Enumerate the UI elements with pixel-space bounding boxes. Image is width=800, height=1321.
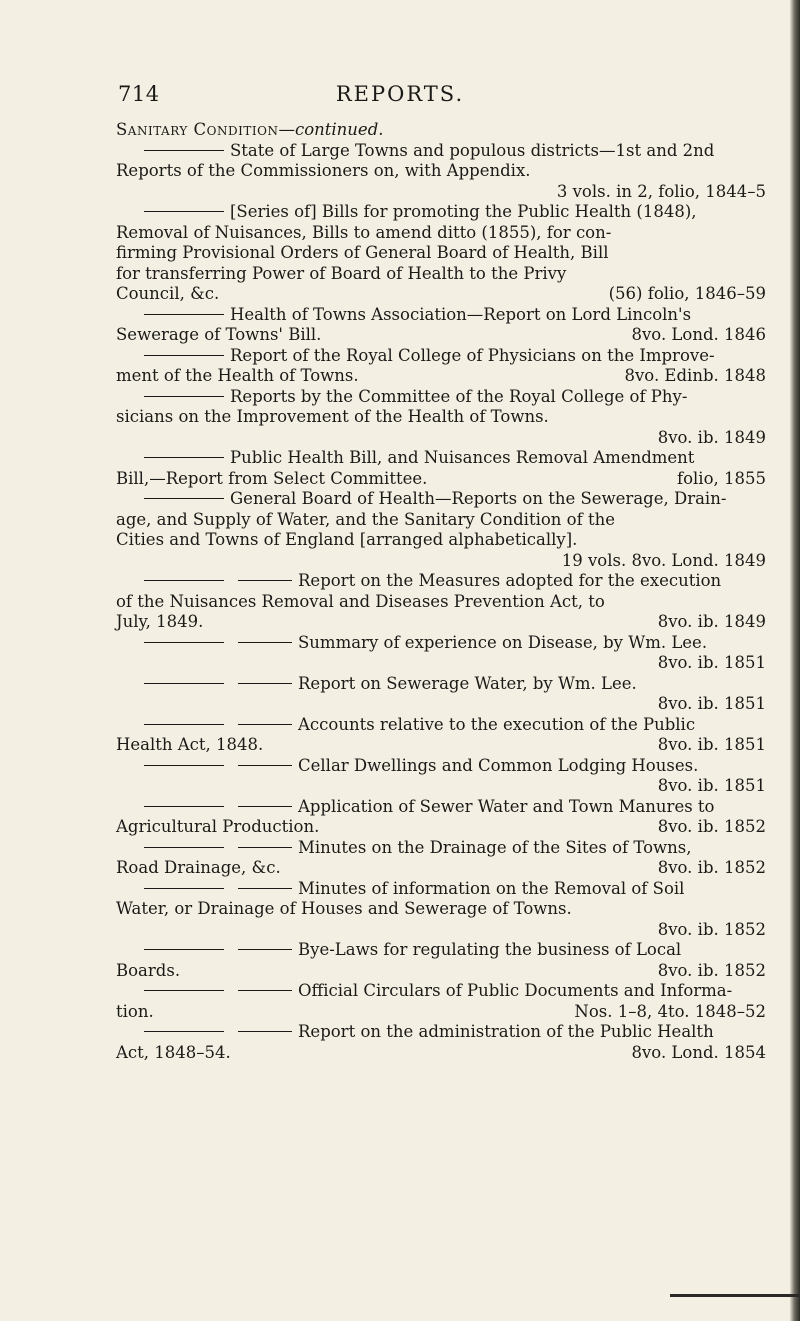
page-number: 714 [118, 82, 160, 106]
entry-line [116, 1043, 766, 1064]
ditto-rule-secondary [238, 683, 292, 684]
catalogue-entry [116, 756, 766, 797]
entry-text: Bye-Laws for regulating the business of Local [298, 940, 682, 959]
ditto-rule [144, 498, 224, 499]
entry-line [116, 223, 766, 244]
section-heading-continued: —continued. [278, 120, 384, 139]
entry-first-line [116, 838, 766, 859]
ditto-rule [144, 990, 224, 991]
entry-text: sicians on the Improvement of the Health of Towns. [116, 407, 549, 426]
entry-line [116, 161, 766, 182]
entry-imprint: 8vo. ib. 1852 [657, 817, 766, 836]
catalogue-entry [116, 202, 766, 305]
entry-line [116, 612, 766, 633]
ditto-rule [144, 888, 224, 889]
section-heading-title: Sanitary Condition [116, 120, 279, 139]
ditto-rule-secondary [238, 949, 292, 950]
entry-imprint: 8vo. ib. 1849 [657, 612, 766, 631]
catalogue-entry [116, 940, 766, 981]
entry-imprint: (56) folio, 1846–59 [608, 284, 766, 303]
entry-line [116, 264, 766, 285]
entry-line [116, 284, 766, 305]
entry-first-line [116, 141, 766, 162]
entry-text: Sewerage of Towns' Bill. [116, 325, 322, 344]
entry-text: Report of the Royal College of Physicians on the Improve- [230, 345, 715, 365]
entry-line [116, 735, 766, 756]
ditto-rule [144, 806, 224, 807]
ditto-rule [144, 683, 224, 684]
ditto-rule-secondary [238, 990, 292, 991]
entry-imprint: 8vo. ib. 1851 [657, 735, 766, 754]
entry-text: [Series of] Bills for promoting the Public Health (1848), [230, 202, 697, 221]
entry-imprint: 8vo. ib. 1852 [657, 960, 766, 980]
ditto-rule-secondary [238, 724, 292, 725]
ditto-rule [144, 211, 224, 212]
entry-text: Act, 1848–54. [116, 1042, 231, 1062]
entry-first-line [116, 940, 766, 961]
entry-text: Public Health Bill, and Nuisances Removal Amendment [230, 448, 695, 467]
ditto-rule [144, 642, 224, 643]
entry-line [116, 510, 766, 531]
catalogue-entry [116, 879, 766, 941]
ditto-rule-secondary [238, 580, 292, 581]
entry-text: Cities and Towns of England [arranged alphabetically]. [116, 530, 578, 549]
entry-text: Council, &c. [116, 284, 220, 303]
section-heading [116, 120, 766, 141]
entry-imprint: 8vo. Lond. 1846 [631, 325, 766, 344]
ditto-rule [144, 314, 224, 315]
ditto-rule [144, 949, 224, 950]
catalogue-text [116, 120, 766, 1063]
entry-text: Road Drainage, &c. [116, 858, 281, 877]
ditto-rule [144, 1031, 224, 1032]
ditto-rule [144, 396, 224, 397]
page-header [0, 82, 800, 112]
entry-line [116, 592, 766, 613]
entry-text: Boards. [116, 960, 181, 980]
entry-text: General Board of Health—Reports on the Sewerage, Drain- [230, 489, 727, 508]
catalogue-entry [116, 981, 766, 1022]
entry-text: Official Circulars of Public Documents and Informa- [298, 981, 733, 1000]
entry-text: Water, or Drainage of Houses and Sewerage of Towns. [116, 899, 572, 918]
entry-text: Reports by the Committee of the Royal College of Phy- [230, 386, 688, 406]
entry-first-line [116, 305, 766, 326]
entry-first-line [116, 448, 766, 469]
entry-text: Reports of the Commissioners on, with Appendix. [116, 161, 531, 180]
catalogue-entry [116, 715, 766, 756]
entry-first-line [116, 489, 766, 510]
ditto-rule-secondary [238, 1031, 292, 1032]
entry-first-line [116, 571, 766, 592]
entry-text: Report on Sewerage Water, by Wm. Lee. [298, 673, 637, 693]
entry-text: Summary of experience on Disease, by Wm. Lee. [298, 632, 708, 652]
entry-text: July, 1849. [116, 612, 204, 631]
entry-imprint: folio, 1855 [676, 468, 766, 488]
catalogue-entry [116, 387, 766, 449]
entry-first-line [116, 202, 766, 223]
entry-text: Health Act, 1848. [116, 735, 264, 754]
entry-text: Health of Towns Association—Report on Lord Lincoln's [230, 304, 692, 324]
page-edge-shadow [790, 0, 800, 1321]
entry-imprint: 8vo. ib. 1851 [657, 776, 766, 795]
entry-line [116, 366, 766, 387]
catalogue-entry [116, 838, 766, 879]
catalogue-entry [116, 489, 766, 571]
entry-line [116, 1002, 766, 1023]
entry-imprint: Nos. 1–8, 4to. 1848–52 [574, 1001, 766, 1021]
entry-text: Accounts relative to the execution of the Public [298, 714, 696, 734]
entry-line [116, 530, 766, 551]
entry-line [116, 469, 766, 490]
entry-line [116, 961, 766, 982]
ditto-rule [144, 580, 224, 581]
entry-line [116, 243, 766, 264]
entry-text: Minutes of information on the Removal of Soil [298, 878, 685, 898]
entry-text: Application of Sewer Water and Town Manures to [298, 796, 715, 816]
ditto-rule-secondary [238, 642, 292, 643]
entry-imprint: 3 vols. in 2, folio, 1844–5 [556, 181, 766, 201]
entry-imprint: 8vo. ib. 1849 [657, 427, 766, 447]
ditto-rule [144, 150, 224, 151]
catalogue-entry [116, 141, 766, 203]
entry-text: Report on the administration of the Public Health [298, 1022, 714, 1041]
ditto-rule [144, 724, 224, 725]
entry-text: ment of the Health of Towns. [116, 366, 359, 385]
entry-text: tion. [116, 1001, 154, 1021]
entry-text: Report on the Measures adopted for the execution [298, 571, 722, 590]
ditto-rule [144, 765, 224, 766]
entry-first-line [116, 674, 766, 695]
ditto-rule-secondary [238, 888, 292, 889]
entry-first-line [116, 756, 766, 777]
entry-imprint: 8vo. ib. 1852 [657, 858, 766, 877]
entry-imprint: 19 vols. 8vo. Lond. 1849 [561, 550, 766, 570]
catalogue-entry [116, 1022, 766, 1063]
entry-line [116, 325, 766, 346]
running-head: REPORTS. [335, 82, 465, 106]
entry-first-line [116, 797, 766, 818]
entry-imprint: 8vo. ib. 1852 [657, 919, 766, 939]
entry-text: for transferring Power of Board of Health to the Privy [116, 263, 567, 283]
entry-first-line [116, 715, 766, 736]
ditto-rule [144, 355, 224, 356]
catalogue-entry [116, 571, 766, 633]
catalogue-entry [116, 797, 766, 838]
entry-text: firming Provisional Orders of General Board of Health, Bill [116, 243, 609, 262]
catalogue-entry [116, 448, 766, 489]
entry-text: Cellar Dwellings and Common Lodging Houses. [298, 755, 699, 775]
entry-text: Agricultural Production. [116, 817, 320, 836]
entry-text: of the Nuisances Removal and Diseases Prevention Act, to [116, 591, 605, 611]
catalogue-entry [116, 346, 766, 387]
ditto-rule-secondary [238, 847, 292, 848]
entry-text: Removal of Nuisances, Bills to amend ditto (1855), for con- [116, 222, 612, 242]
ditto-rule-secondary [238, 806, 292, 807]
entry-line [116, 899, 766, 920]
entry-imprint: 8vo. Edinb. 1848 [624, 366, 766, 385]
entry-line [116, 407, 766, 428]
entry-first-line [116, 1022, 766, 1043]
entry-first-line [116, 879, 766, 900]
catalogue-entry [116, 305, 766, 346]
entry-first-line [116, 387, 766, 408]
entry-text: age, and Supply of Water, and the Sanitary Condition of the [116, 509, 615, 529]
entry-text: State of Large Towns and populous districts—1st and 2nd [230, 140, 715, 160]
entry-line [116, 817, 766, 838]
catalogue-entry [116, 633, 766, 674]
ditto-rule-secondary [238, 765, 292, 766]
ditto-rule [144, 847, 224, 848]
entry-text: Bill,—Report from Select Committee. [116, 468, 428, 488]
entry-imprint: 8vo. ib. 1851 [657, 653, 766, 672]
catalogue-entry [116, 674, 766, 715]
entry-imprint: 8vo. Lond. 1854 [631, 1042, 766, 1062]
entry-text: Minutes on the Drainage of the Sites of Towns, [298, 837, 692, 857]
ditto-rule [144, 457, 224, 458]
entry-first-line [116, 981, 766, 1002]
entry-imprint: 8vo. ib. 1851 [657, 694, 766, 713]
entry-list [116, 141, 766, 1064]
entry-first-line [116, 346, 766, 367]
page-edge-mark [670, 1294, 800, 1297]
entry-line [116, 858, 766, 879]
entry-first-line [116, 633, 766, 654]
